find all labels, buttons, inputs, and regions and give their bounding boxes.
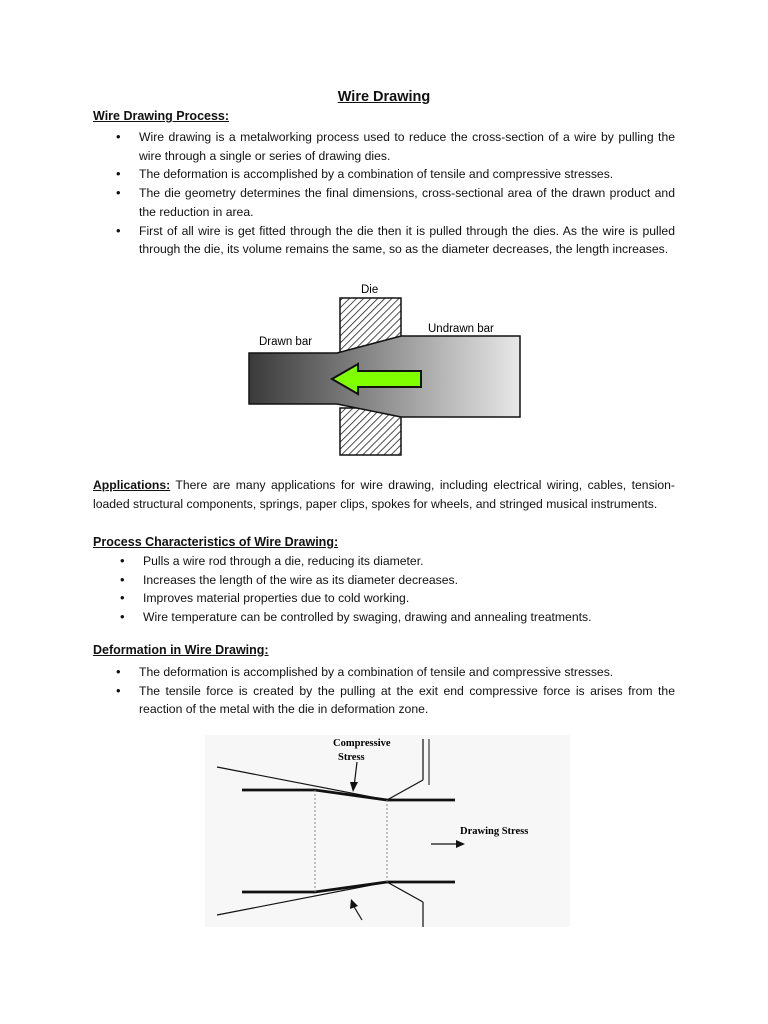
list-item: • The die geometry determines the final dimensions, cross-sectional area of the drawn product and the reduction in area. — [139, 184, 675, 221]
list-item: • The deformation is accomplished by a combination of tensile and compressive stresses. — [139, 663, 675, 682]
list-item: • Increases the length of the wire as its diameter decreases. — [143, 571, 675, 590]
drawn-bar-label: Drawn bar — [259, 336, 313, 348]
deformation-heading: Deformation in Wire Drawing: — [93, 643, 269, 657]
characteristics-bullet-list — [143, 552, 675, 627]
die-label: Die — [361, 284, 379, 296]
characteristics-heading: Process Characteristics of Wire Drawing: — [93, 535, 339, 549]
drawing-stress-label: Drawing Stress — [460, 826, 529, 837]
applications-paragraph — [93, 476, 675, 514]
wire-drawing-die-diagram — [240, 280, 530, 460]
list-item: • Wire drawing is a metalworking process used to reduce the cross-section of a wire by pulling the wire through a single or series of drawing dies. — [139, 128, 675, 165]
applications-text: There are many applications for wire drawing, including electrical wiring, cables, tension-loaded structural components, springs, paper clips, spokes for wheels, and stringed musical instruments. — [93, 478, 675, 511]
deformation-bullet-list — [139, 663, 675, 719]
applications-label: Applications: — [93, 478, 171, 492]
list-item: • Improves material properties due to cold working. — [143, 589, 675, 608]
list-item: • Wire temperature can be controlled by swaging, drawing and annealing treatments. — [143, 608, 675, 627]
undrawn-bar-label: Undrawn bar — [428, 323, 494, 335]
process-heading: Wire Drawing Process: — [93, 109, 230, 123]
list-item: • First of all wire is get fitted through the die then it is pulled through the dies. As the wire is pulled through the die, its volume remains the same, so as the diameter decreases, the length increases. — [139, 222, 675, 259]
stress-diagram — [205, 735, 570, 927]
compressive-label-line1: Compressive — [333, 738, 391, 749]
list-item: • Pulls a wire rod through a die, reducing its diameter. — [143, 552, 675, 571]
list-item: • The tensile force is created by the pulling at the exit end compressive force is arises from the reaction of the metal with the die in deformation zone. — [139, 682, 675, 719]
process-bullet-list — [139, 128, 675, 259]
list-item: • The deformation is accomplished by a combination of tensile and compressive stresses. — [139, 165, 675, 184]
compressive-label-line2: Stress — [338, 752, 365, 763]
page-title: Wire Drawing — [337, 89, 431, 105]
